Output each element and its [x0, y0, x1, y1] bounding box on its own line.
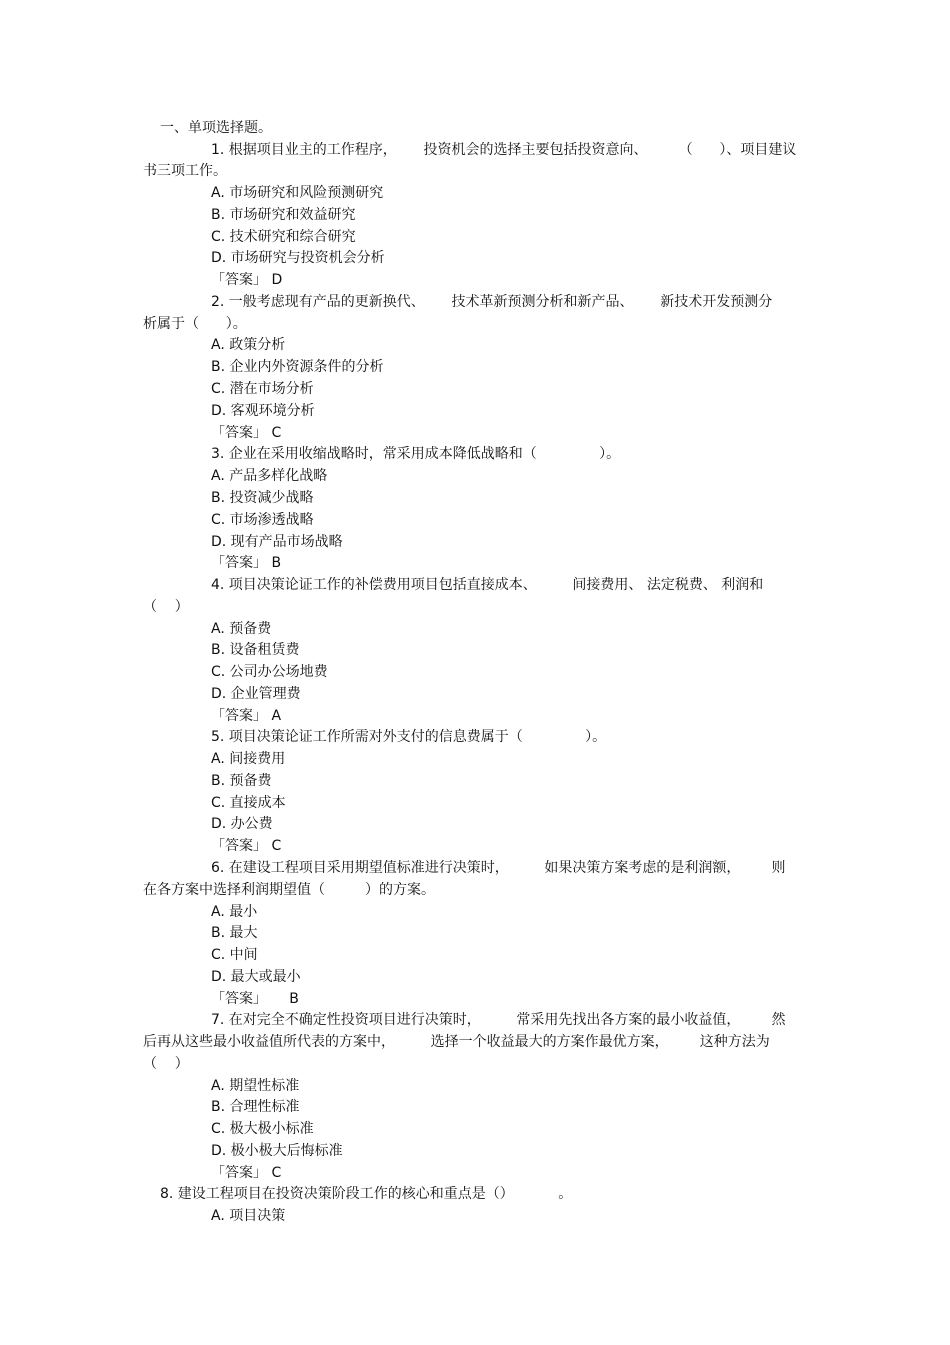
question-5-option-b: B. 预备费: [211, 773, 272, 789]
question-4-stem-line-2: （ ）: [143, 599, 189, 615]
question-5-option-d: D. 办公费: [211, 816, 273, 832]
question-7-answer: 「答案」 C: [211, 1165, 282, 1181]
question-3-option-c: C. 市场渗透战略: [211, 512, 314, 528]
question-1-option-d: D. 市场研究与投资机会分析: [211, 250, 385, 266]
question-1-option-b: B. 市场研究和效益研究: [211, 207, 356, 223]
question-2-answer: 「答案」 C: [211, 425, 282, 441]
question-5-option-a: A. 间接费用: [211, 751, 286, 767]
question-3-option-d: D. 现有产品市场战略: [211, 534, 343, 550]
question-4-option-a: A. 预备费: [211, 621, 272, 637]
question-3-stem-line-1: 3. 企业在采用收缩战略时，常采用成本降低战略和（ ）。: [211, 446, 621, 462]
section-title: 一、单项选择题。: [160, 120, 272, 136]
question-7-stem-line-3: （ ）: [143, 1056, 189, 1072]
question-2-option-b: B. 企业内外资源条件的分析: [211, 359, 384, 375]
question-7-option-d: D. 极小极大后悔标准: [211, 1143, 343, 1159]
question-8-stem-line-1: 8. 建设工程项目在投资决策阶段工作的核心和重点是（） 。: [160, 1186, 573, 1202]
question-1-stem-line-2: 书三项工作。: [143, 163, 227, 179]
question-5-option-c: C. 直接成本: [211, 795, 286, 811]
question-3-option-b: B. 投资减少战略: [211, 490, 314, 506]
question-1-answer: 「答案」 D: [211, 272, 283, 288]
question-7-option-b: B. 合理性标准: [211, 1099, 300, 1115]
question-2-option-a: A. 政策分析: [211, 337, 286, 353]
question-1-option-c: C. 技术研究和综合研究: [211, 229, 356, 245]
question-1-stem-line-1: 1. 根据项目业主的工作程序， 投资机会的选择主要包括投资意向、 （ ）、项目建议: [211, 142, 797, 158]
question-7-stem-line-1: 7. 在对完全不确定性投资项目进行决策时， 常采用先找出各方案的最小收益值， 然: [211, 1012, 786, 1028]
question-8-option-a: A. 项目决策: [211, 1208, 286, 1224]
question-6-stem-line-1: 6. 在建设工程项目采用期望值标准进行决策时， 如果决策方案考虑的是利润额， 则: [211, 860, 786, 876]
question-7-stem-line-2: 后再从这些最小收益值所代表的方案中， 选择一个收益最大的方案作最优方案， 这种方法为: [143, 1034, 770, 1050]
question-5-answer: 「答案」 C: [211, 838, 282, 854]
question-6-option-c: C. 中间: [211, 947, 258, 963]
question-6-option-d: D. 最大或最小: [211, 969, 301, 985]
question-7-option-c: C. 极大极小标准: [211, 1121, 314, 1137]
question-2-option-c: C. 潜在市场分析: [211, 381, 314, 397]
question-3-option-a: A. 产品多样化战略: [211, 468, 328, 484]
question-5-stem-line-1: 5. 项目决策论证工作所需对外支付的信息费属于（ ）。: [211, 729, 607, 745]
question-4-option-b: B. 设备租赁费: [211, 642, 300, 658]
question-1-option-a: A. 市场研究和风险预测研究: [211, 185, 384, 201]
question-2-stem-line-2: 析属于（ ）。: [143, 316, 247, 332]
question-4-answer: 「答案」 A: [211, 708, 282, 724]
question-4-option-c: C. 公司办公场地费: [211, 664, 328, 680]
question-7-option-a: A. 期望性标准: [211, 1078, 300, 1094]
question-2-option-d: D. 客观环境分析: [211, 403, 315, 419]
question-4-stem-line-1: 4. 项目决策论证工作的补偿费用项目包括直接成本、 间接费用、 法定税费、 利润和: [211, 577, 764, 593]
question-4-option-d: D. 企业管理费: [211, 686, 301, 702]
question-3-answer: 「答案」 B: [211, 555, 282, 571]
question-6-stem-line-2: 在各方案中选择利润期望值（ ）的方案。: [143, 882, 436, 898]
question-6-option-a: A. 最小: [211, 904, 258, 920]
question-6-option-b: B. 最大: [211, 925, 258, 941]
question-6-answer: 「答案」 B: [211, 991, 299, 1007]
question-2-stem-line-1: 2. 一般考虑现有产品的更新换代、 技术革新预测分析和新产品、 新技术开发预测分: [211, 294, 773, 310]
